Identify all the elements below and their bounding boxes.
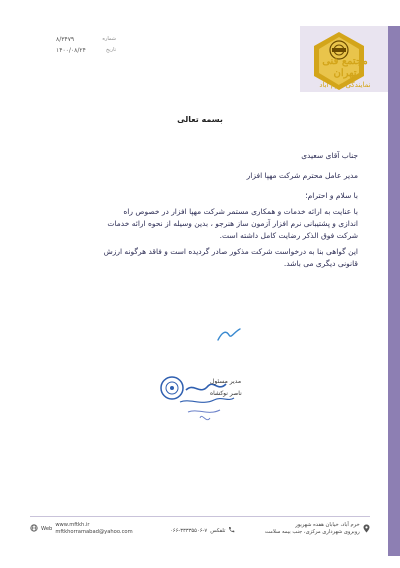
stamp-seal-icon — [150, 362, 270, 432]
globe-icon — [30, 524, 38, 534]
pen-signature-mark — [216, 326, 242, 344]
signer-name: ناصر نوکشاه — [210, 390, 242, 397]
address-line-1: خرم آباد، خیابان هفده شهریور — [295, 522, 360, 528]
paragraph-1 — [58, 206, 358, 242]
phone-icon — [228, 526, 235, 535]
web-contacts — [55, 522, 132, 536]
paragraph-line: اندازی و پشتیبانی نرم افزار آزمون ساز هنرجو ، بدین وسیله از نحوه ارائه خدمات — [107, 219, 358, 228]
reference-box — [56, 34, 116, 56]
email-link[interactable]: mftkhorramabad@yahoo.com — [55, 529, 133, 535]
brand-name: مجتمع فنی تهران — [322, 56, 368, 79]
paragraph-line: قانونی دیگری می باشد. — [283, 259, 358, 268]
ref-number-row — [56, 34, 116, 45]
letter-body — [58, 150, 358, 270]
phone-number: ۰۶۶-۳۳۳۳۵۵۰۶-۷ — [170, 527, 208, 534]
side-accent-band — [388, 26, 400, 556]
web-label: Web — [41, 526, 53, 532]
greeting: با سلام و احترام؛ — [305, 191, 358, 200]
footer-divider — [30, 516, 370, 517]
phone-label: تلفکس — [210, 527, 226, 534]
ref-date-value: ۱۴۰۰/۰۸/۲۴ — [56, 47, 86, 54]
footer-web — [30, 522, 133, 536]
ref-number-label: شماره — [102, 36, 116, 42]
footer-address — [265, 522, 370, 536]
address-line-2: روبروی شهرداری مرکزی، جنب بیمه سلامت — [265, 529, 360, 535]
opening-phrase: بسمه تعالی — [177, 115, 223, 124]
paragraph-2 — [58, 246, 358, 270]
brand-text — [312, 56, 378, 90]
stamp-and-signature — [150, 362, 270, 432]
ref-date-label: تاریخ — [106, 47, 116, 53]
footer — [30, 520, 380, 544]
paragraph-line: شرکت فوق الذکر رضایت کامل داشته است. — [219, 231, 358, 240]
footer-phone — [170, 526, 235, 535]
paragraph-line: این گواهی بنا به درخواست شرکت مذکور صادر گردیده است و فاقد هرگونه ارزش — [103, 247, 358, 256]
ref-number-value: ۸/۳۴۷۹ — [56, 36, 75, 43]
address-lines — [265, 522, 360, 536]
signer-title: مدیر مسئول — [210, 378, 242, 385]
location-pin-icon — [363, 524, 370, 535]
brand-branch: نمایندگی خرم آباد — [319, 81, 371, 89]
recipient-position: مدیر عامل محترم شرکت مهپا افزار — [246, 171, 358, 180]
website-link[interactable]: www.mftkh.ir — [55, 522, 90, 528]
ref-date-row — [56, 45, 116, 56]
recipient: جناب آقای سعیدی — [301, 151, 358, 160]
paragraph-line: با عنایت به ارائه خدمات و همکاری مستمر شرکت مهپا افزار در خصوص راه — [123, 207, 358, 216]
